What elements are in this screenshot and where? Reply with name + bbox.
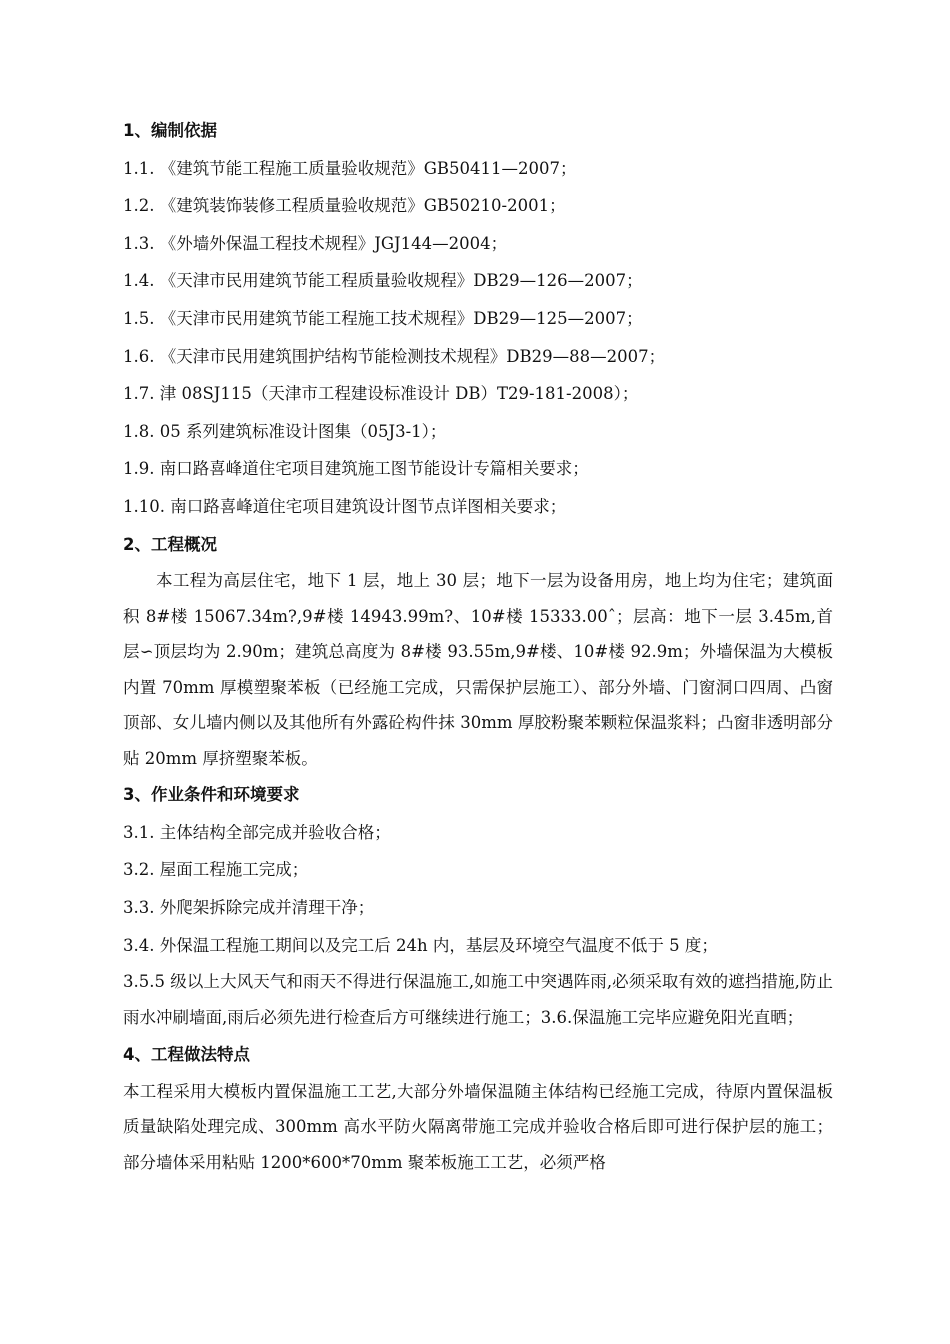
reference-item-1-10: 1.10. 南口路喜峰道住宅项目建筑设计图节点详图相关要求；	[123, 496, 567, 516]
project-overview-paragraph: 本工程为高层住宅，地下 1 层，地上 30 层；地下一层为设备用房，地上均为住宅；建筑面积 8#楼 15067.34m?,9#楼 14943.99m?、10#楼 15333.00ˆ；层高：地下一层 3.45m,首层∽顶层均为 2.90m；建筑总高度为 8#楼 93.55m,9#楼、10#楼 92.9m；外墙保温为大模板内置 70mm 厚模塑聚苯板（已经施工完成，只需保护层施工）、部分外墙、门窗洞口四周、凸窗顶部、女儿墙内侧以及其他所有外露砼构件抹 30mm 厚胶粉聚苯颗粒保温浆料；凸窗非透明部分贴 20mm 厚挤塑聚苯板。	[123, 571, 833, 768]
condition-item-3-1: 3.1. 主体结构全部完成并验收合格；	[123, 822, 391, 842]
reference-item-1-2: 1.2. 《建筑装饰装修工程质量验收规范》GB50210-2001；	[123, 196, 566, 216]
document-body	[123, 112, 833, 1180]
condition-item-3-4: 3.4. 外保温工程施工期间以及完工后 24h 内，基层及环境空气温度不低于 5 度；	[123, 935, 718, 955]
section-4-heading: 4、工程做法特点	[123, 1045, 250, 1065]
reference-item-1-3: 1.3. 《外墙外保温工程技术规程》JGJ144—2004；	[123, 233, 508, 253]
reference-item-1-8: 1.8. 05 系列建筑标准设计图集（05J3-1）；	[123, 421, 447, 441]
reference-item-1-9: 1.9. 南口路喜峰道住宅项目建筑施工图节能设计专篇相关要求；	[123, 459, 589, 479]
method-features-paragraph: 本工程采用大模板内置保温施工工艺,大部分外墙保温随主体结构已经施工完成，待原内置保温板质量缺陷处理完成、300mm 高水平防火隔离带施工完成并验收合格后即可进行保护层的施工；部分墙体采用粘贴 1200*600*70mm 聚苯板施工工艺，必须严格	[123, 1081, 833, 1172]
condition-paragraph-3-5: 3.5.5 级以上大风天气和雨天不得进行保温施工,如施工中突遇阵雨,必须采取有效的遮挡措施,防止雨水冲刷墙面,雨后必须先进行检查后方可继续进行施工；3.6.保温施工完毕应避免阳光直晒；	[123, 972, 833, 1028]
section-3-heading: 3、作业条件和环境要求	[123, 785, 300, 805]
reference-item-1-4: 1.4. 《天津市民用建筑节能工程质量验收规程》DB29—126—2007；	[123, 271, 643, 291]
condition-item-3-3: 3.3. 外爬架拆除完成并清理干净；	[123, 897, 375, 917]
section-1-heading: 1、编制依据	[123, 121, 217, 140]
reference-item-1-6: 1.6. 《天津市民用建筑围护结构节能检测技术规程》DB29—88—2007；	[123, 346, 666, 366]
section-2-heading: 2、工程概况	[123, 534, 217, 554]
reference-item-1-7: 1.7. 津 08SJ115（天津市工程建设标准设计 DB）T29-181-2008）；	[123, 384, 639, 404]
reference-item-1-5: 1.5. 《天津市民用建筑节能工程施工技术规程》DB29—125—2007；	[123, 308, 643, 328]
condition-item-3-2: 3.2. 屋面工程施工完成；	[123, 860, 309, 880]
reference-item-1-1: 1.1. 《建筑节能工程施工质量验收规范》GB50411—2007；	[123, 158, 577, 178]
